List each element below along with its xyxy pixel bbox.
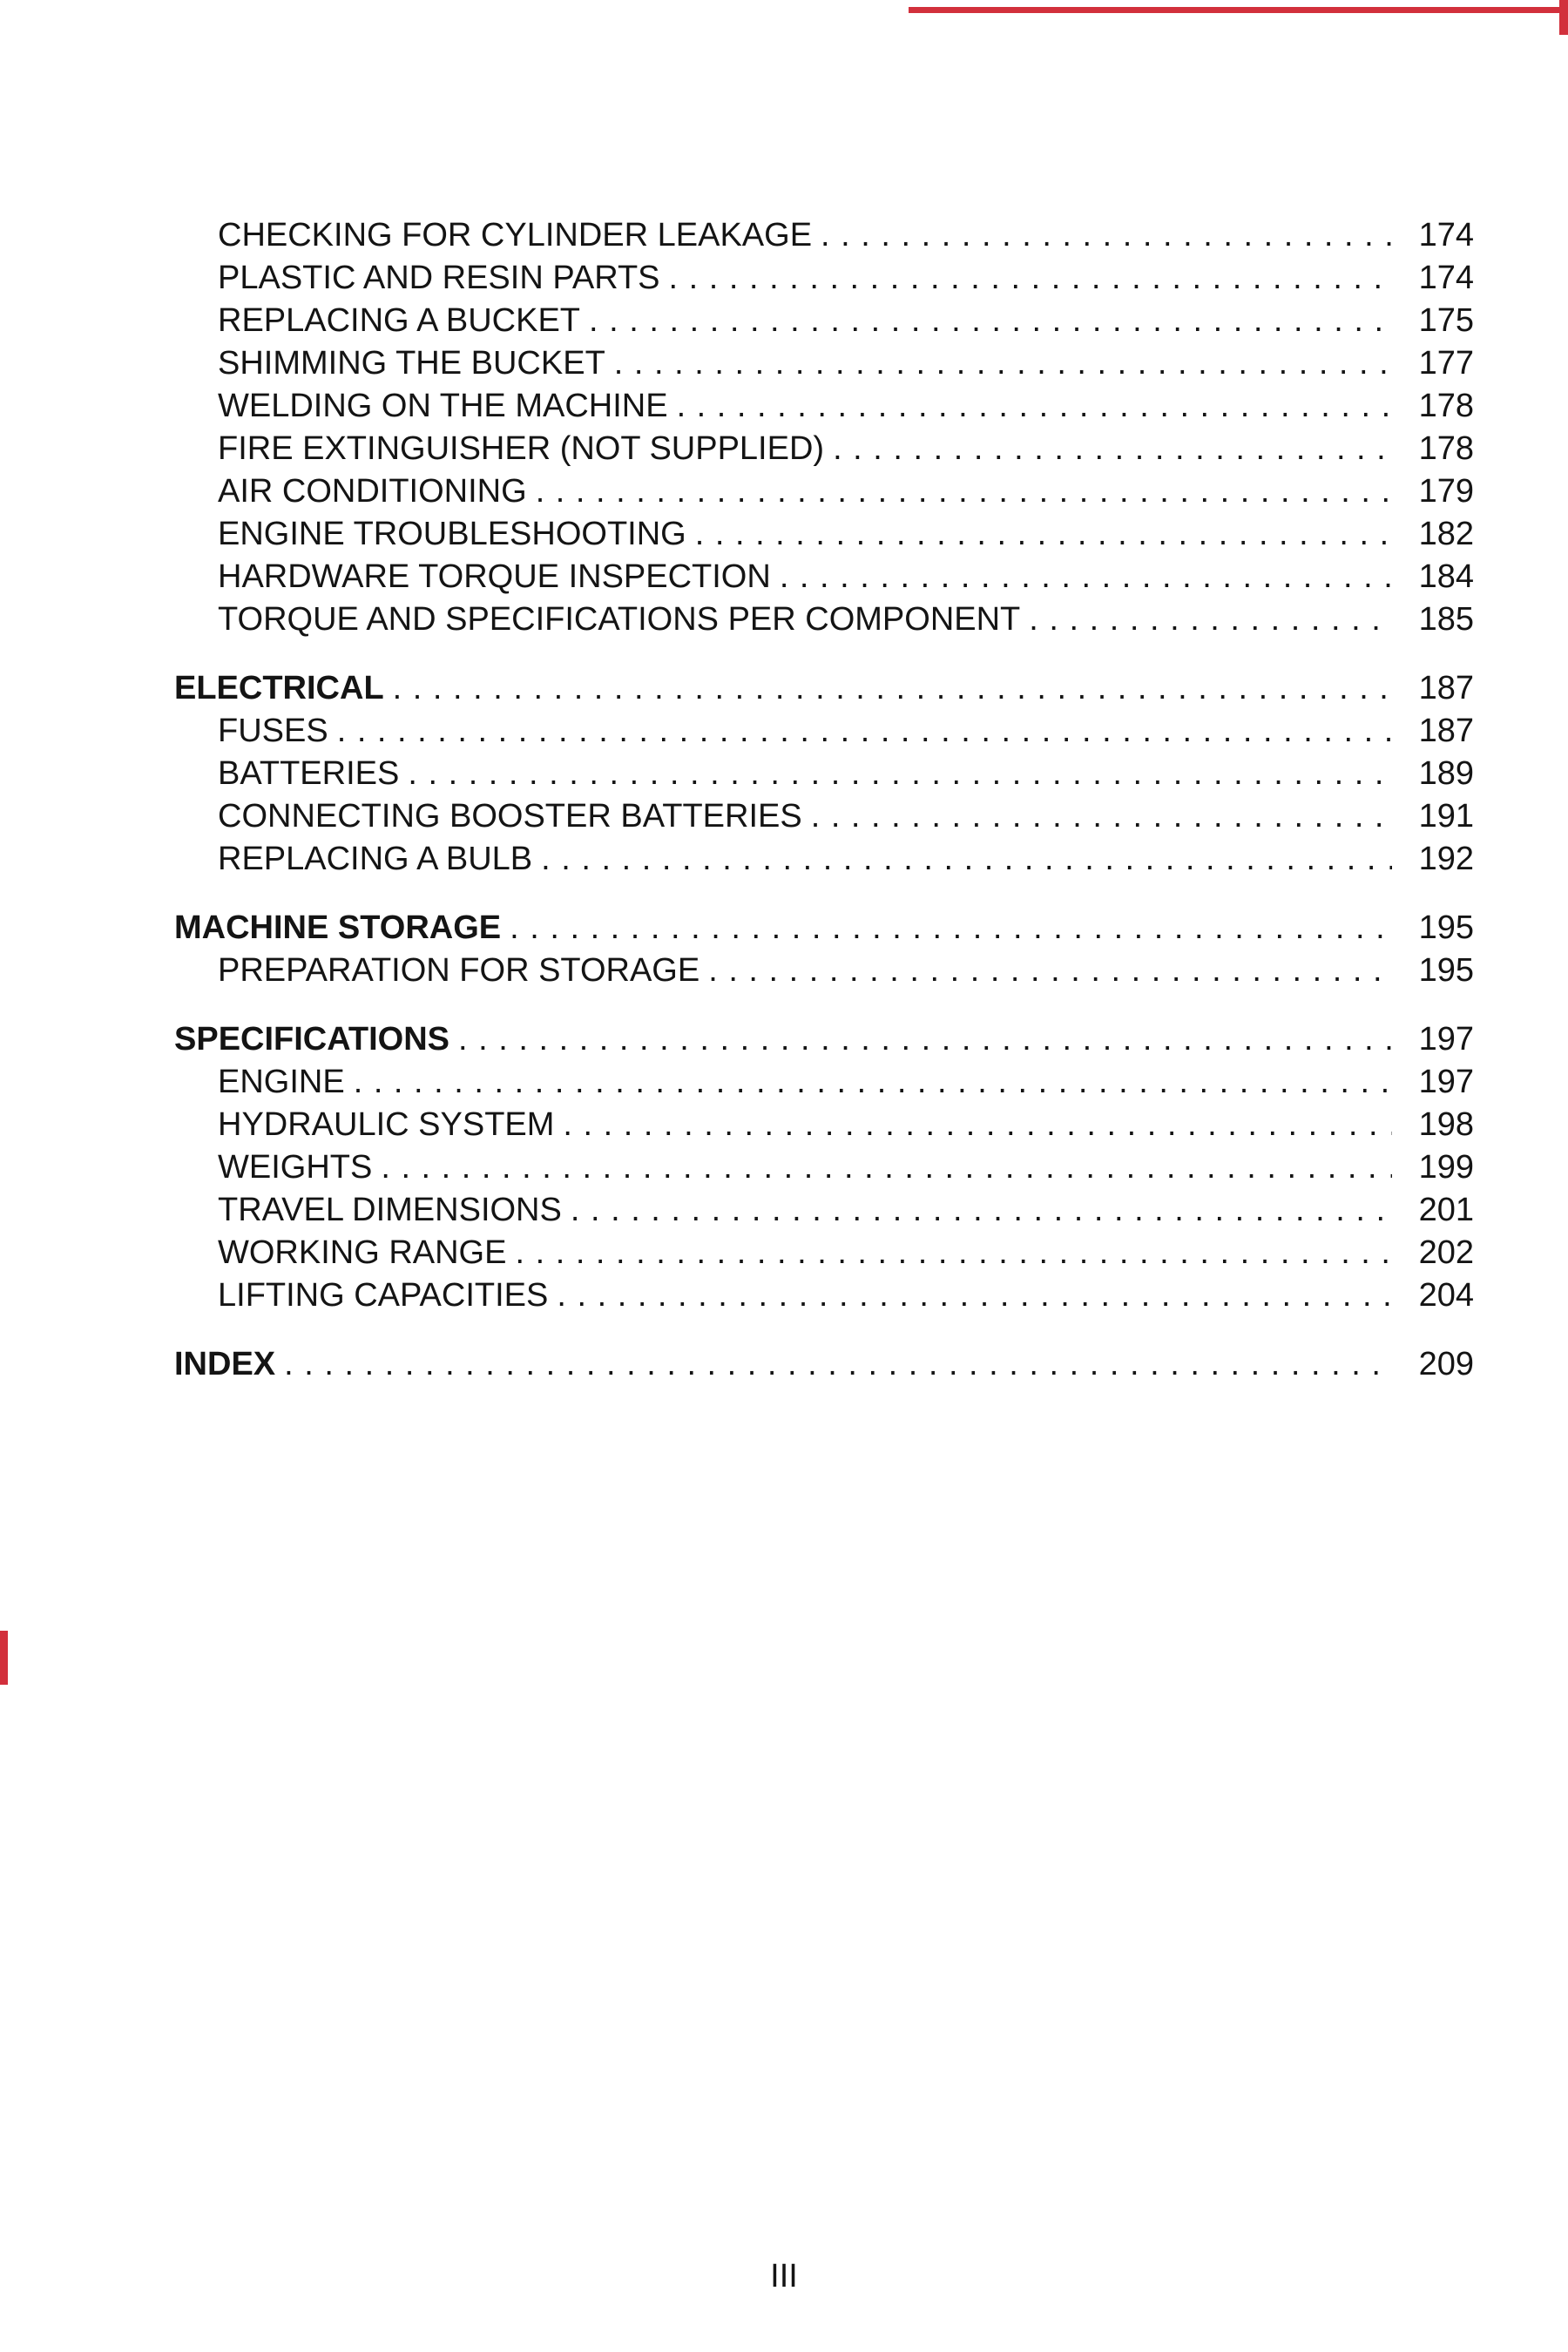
toc-entry-label: LIFTING CAPACITIES	[218, 1277, 549, 1314]
toc-entry-label: WORKING RANGE	[218, 1234, 507, 1271]
toc-entry-label: TRAVEL DIMENSIONS	[218, 1192, 562, 1228]
leader-dots	[541, 838, 1392, 881]
toc-entry-label: HARDWARE TORQUE INSPECTION	[218, 558, 771, 595]
leader-dots	[563, 1104, 1392, 1146]
toc-entry-label: SHIMMING THE BUCKET	[218, 345, 605, 382]
toc-entry-label: WEIGHTS	[218, 1149, 373, 1186]
leader-dots	[708, 950, 1392, 992]
leader-dots	[695, 513, 1392, 556]
toc-entry	[174, 214, 1474, 257]
leader-dots	[821, 214, 1392, 257]
leader-dots	[381, 1146, 1392, 1189]
toc-entry-page: 199	[1418, 1149, 1474, 1186]
toc-entry	[174, 428, 1474, 470]
toc-entry	[174, 513, 1474, 556]
toc-entry-label: WELDING ON THE MACHINE	[218, 388, 668, 424]
toc-entry-page: 197	[1418, 1021, 1474, 1058]
toc-entry	[174, 795, 1474, 838]
toc-entry-label: ENGINE TROUBLESHOOTING	[218, 516, 686, 552]
toc-entry	[174, 385, 1474, 428]
leader-dots	[284, 1343, 1392, 1386]
toc-section-heading	[174, 907, 1474, 950]
leader-dots	[408, 753, 1392, 795]
toc-entry-label: TORQUE AND SPECIFICATIONS PER COMPONENT	[218, 601, 1021, 638]
toc-entry-label: ENGINE	[218, 1064, 345, 1100]
toc-entry-page: 195	[1418, 952, 1474, 989]
toc-entry	[174, 1189, 1474, 1232]
toc-entry	[174, 1274, 1474, 1317]
toc-entry	[174, 710, 1474, 753]
toc-entry	[174, 342, 1474, 385]
toc-entry-page: 192	[1418, 841, 1474, 877]
toc-entry-page: 202	[1418, 1234, 1474, 1271]
toc-entry-page: 184	[1418, 558, 1474, 595]
toc-entry-label: MACHINE STORAGE	[174, 909, 502, 946]
leader-dots	[557, 1274, 1392, 1317]
toc-entry-label: CHECKING FOR CYLINDER LEAKAGE	[218, 217, 813, 253]
toc-entry-label: SPECIFICATIONS	[174, 1021, 449, 1058]
toc-entry-page: 182	[1418, 516, 1474, 552]
toc-entry	[174, 838, 1474, 881]
footer-page-number: III	[770, 2258, 798, 2295]
page-border-fragment-top	[909, 7, 1568, 13]
toc-entry-page: 187	[1418, 670, 1474, 706]
toc-entry	[174, 950, 1474, 992]
toc-entry-page: 198	[1418, 1106, 1474, 1143]
toc-entry-page: 178	[1418, 388, 1474, 424]
page-border-fragment-right	[1559, 0, 1568, 35]
toc-entry-page: 179	[1418, 473, 1474, 510]
toc-entry-label: FIRE EXTINGUISHER (NOT SUPPLIED)	[218, 430, 825, 467]
toc-section-heading	[174, 1018, 1474, 1061]
toc-entry	[174, 598, 1474, 641]
leader-dots	[515, 1232, 1392, 1274]
toc-entry-label: FUSES	[218, 713, 328, 749]
toc-entry	[174, 470, 1474, 513]
toc-entry-page: 185	[1418, 601, 1474, 638]
toc-section-heading	[174, 667, 1474, 710]
table-of-contents	[174, 214, 1474, 1386]
toc-entry-label: AIR CONDITIONING	[218, 473, 527, 510]
toc-entry-label: REPLACING A BULB	[218, 841, 533, 877]
toc-entry-page: 178	[1418, 430, 1474, 467]
leader-dots	[614, 342, 1392, 385]
toc-entry-page: 187	[1418, 713, 1474, 749]
leader-dots	[589, 300, 1392, 342]
leader-dots	[1029, 598, 1392, 641]
leader-dots	[571, 1189, 1392, 1232]
leader-dots	[337, 710, 1392, 753]
toc-entry-label: REPLACING A BUCKET	[218, 302, 581, 339]
page-border-fragment-left	[0, 1631, 8, 1685]
toc-entry	[174, 1146, 1474, 1189]
leader-dots	[393, 667, 1392, 710]
leader-dots	[811, 795, 1392, 838]
leader-dots	[536, 470, 1392, 513]
leader-dots	[780, 556, 1392, 598]
toc-entry	[174, 1061, 1474, 1104]
toc-entry	[174, 257, 1474, 300]
leader-dots	[354, 1061, 1392, 1104]
toc-entry-page: 177	[1418, 345, 1474, 382]
leader-dots	[458, 1018, 1392, 1061]
toc-entry-page: 191	[1418, 798, 1474, 835]
toc-entry-page: 189	[1418, 755, 1474, 792]
toc-entry	[174, 556, 1474, 598]
leader-dots	[510, 907, 1392, 950]
leader-dots	[833, 428, 1392, 470]
toc-entry	[174, 1232, 1474, 1274]
toc-entry-label: PREPARATION FOR STORAGE	[218, 952, 700, 989]
toc-entry-label: PLASTIC AND RESIN PARTS	[218, 260, 660, 296]
leader-dots	[677, 385, 1392, 428]
toc-entry-page: 174	[1418, 260, 1474, 296]
toc-entry-page: 175	[1418, 302, 1474, 339]
leader-dots	[669, 257, 1392, 300]
toc-entry-page: 204	[1418, 1277, 1474, 1314]
toc-entry-page: 174	[1418, 217, 1474, 253]
toc-entry-page: 209	[1418, 1346, 1474, 1382]
toc-entry	[174, 300, 1474, 342]
toc-entry-label: BATTERIES	[218, 755, 400, 792]
toc-section-heading	[174, 1343, 1474, 1386]
toc-entry-label: ELECTRICAL	[174, 670, 384, 706]
toc-entry-page: 201	[1418, 1192, 1474, 1228]
toc-entry-label: CONNECTING BOOSTER BATTERIES	[218, 798, 802, 835]
toc-entry	[174, 753, 1474, 795]
toc-entry-page: 195	[1418, 909, 1474, 946]
toc-entry-label: HYDRAULIC SYSTEM	[218, 1106, 555, 1143]
toc-entry-label: INDEX	[174, 1346, 276, 1382]
toc-entry-page: 197	[1418, 1064, 1474, 1100]
toc-entry	[174, 1104, 1474, 1146]
